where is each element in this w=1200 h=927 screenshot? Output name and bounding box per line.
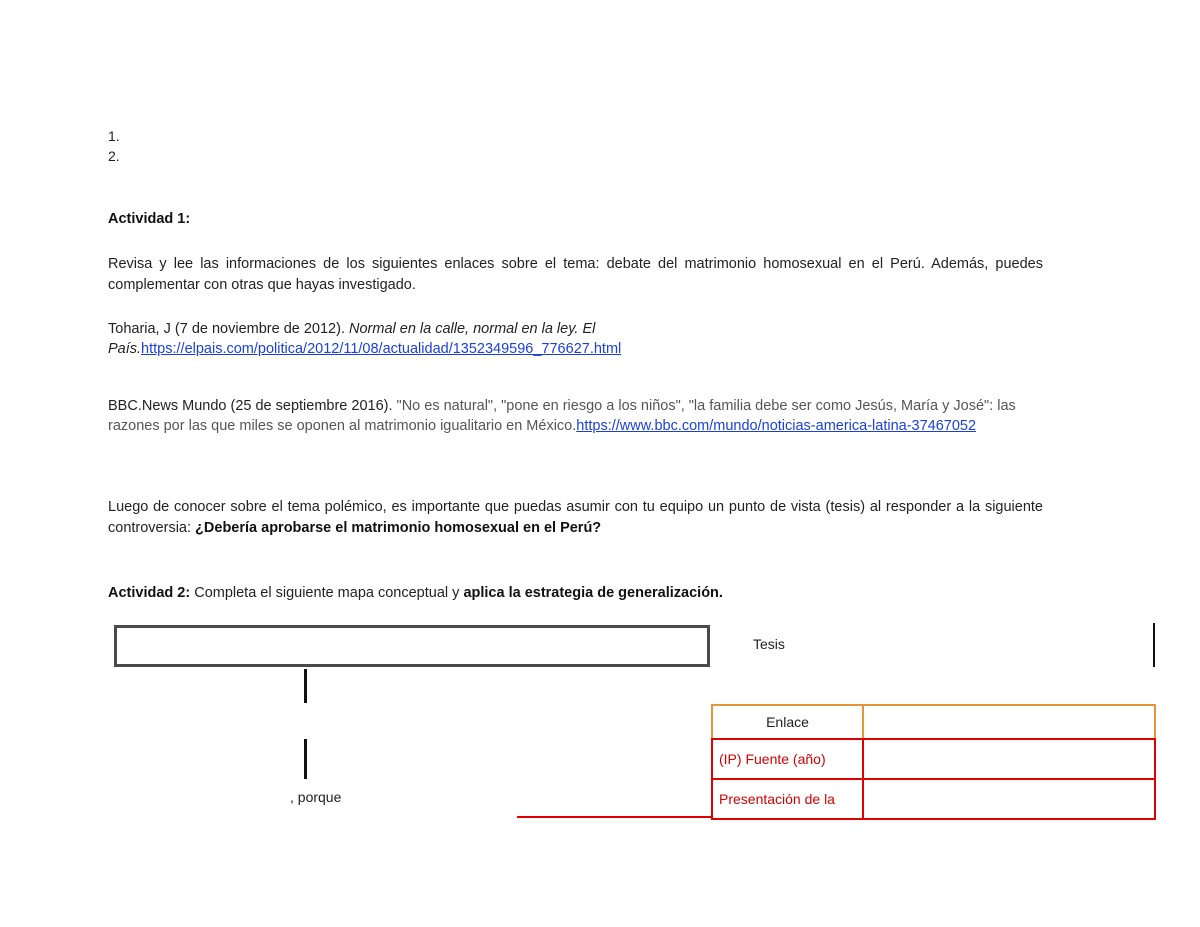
activity-1-intro: Revisa y lee las informaciones de los siguientes enlaces sobre el tema: debate del matrimonio homosexual en el Perú. Además, puedes complementar con otras que hayas investigado. [108,256,1043,293]
activity-2-title: Actividad 2: [108,585,191,601]
connector-line-top [304,669,307,703]
activity-2-bold-text: aplica la estrategia de generalización. [463,585,723,601]
box-gap-mark-2 [627,667,629,670]
reference-2-link[interactable]: https://www.bbc.com/mundo/noticias-america-latina-37467052 [576,418,977,434]
reference-1-title: Normal en la calle, normal en la ley. El País. [108,321,596,357]
enlace-input-cell[interactable] [862,704,1156,740]
reference-2-quote: "No es natural", "pone en riesgo a los niños", "la familia debe ser como Jesús, María y José": las razones por las que miles se oponen al matrimonio igualitario en México. [108,398,1016,434]
red-underline [517,816,712,818]
controversy-question: ¿Debería aprobarse el matrimonio homosexual en el Perú? [195,520,602,536]
enlace-cell: Enlace [711,704,864,740]
list-item-1: 1. [108,128,120,144]
reference-2 [108,396,1063,436]
reference-1-author: Toharia, J (7 de noviembre de 2012). [108,321,349,337]
reference-1-link[interactable]: https://elpais.com/politica/2012/11/08/actualidad/1352349596_776627.html [141,341,622,357]
porque-label: , porque [290,789,342,805]
presentacion-cell: Presentación de la [711,778,864,820]
fuente-input-cell[interactable] [862,738,1156,780]
controversy-text: Luego de conocer sobre el tema polémico, es importante que puedas asumir con tu equipo un punto de vista (tesis) al responder a la siguiente controversia: [108,499,1043,536]
list-item-2: 2. [108,148,120,164]
tesis-label: Tesis [753,636,785,652]
activity-1-controversy [108,497,1043,539]
connector-line-bottom [304,739,307,779]
activity-2-text: Completa el siguiente mapa conceptual y [190,585,464,601]
activity-2-instruction [108,585,723,601]
fuente-cell: (IP) Fuente (año) [711,738,864,780]
activity-1-title: Actividad 1: [108,211,191,227]
box-gap-mark-1 [517,667,519,670]
reference-1 [108,319,708,359]
reference-2-author: BBC.News Mundo (25 de septiembre 2016). [108,398,397,414]
thesis-input-box[interactable] [114,625,710,667]
tesis-right-bracket [1153,623,1155,667]
presentacion-input-cell[interactable] [862,778,1156,820]
